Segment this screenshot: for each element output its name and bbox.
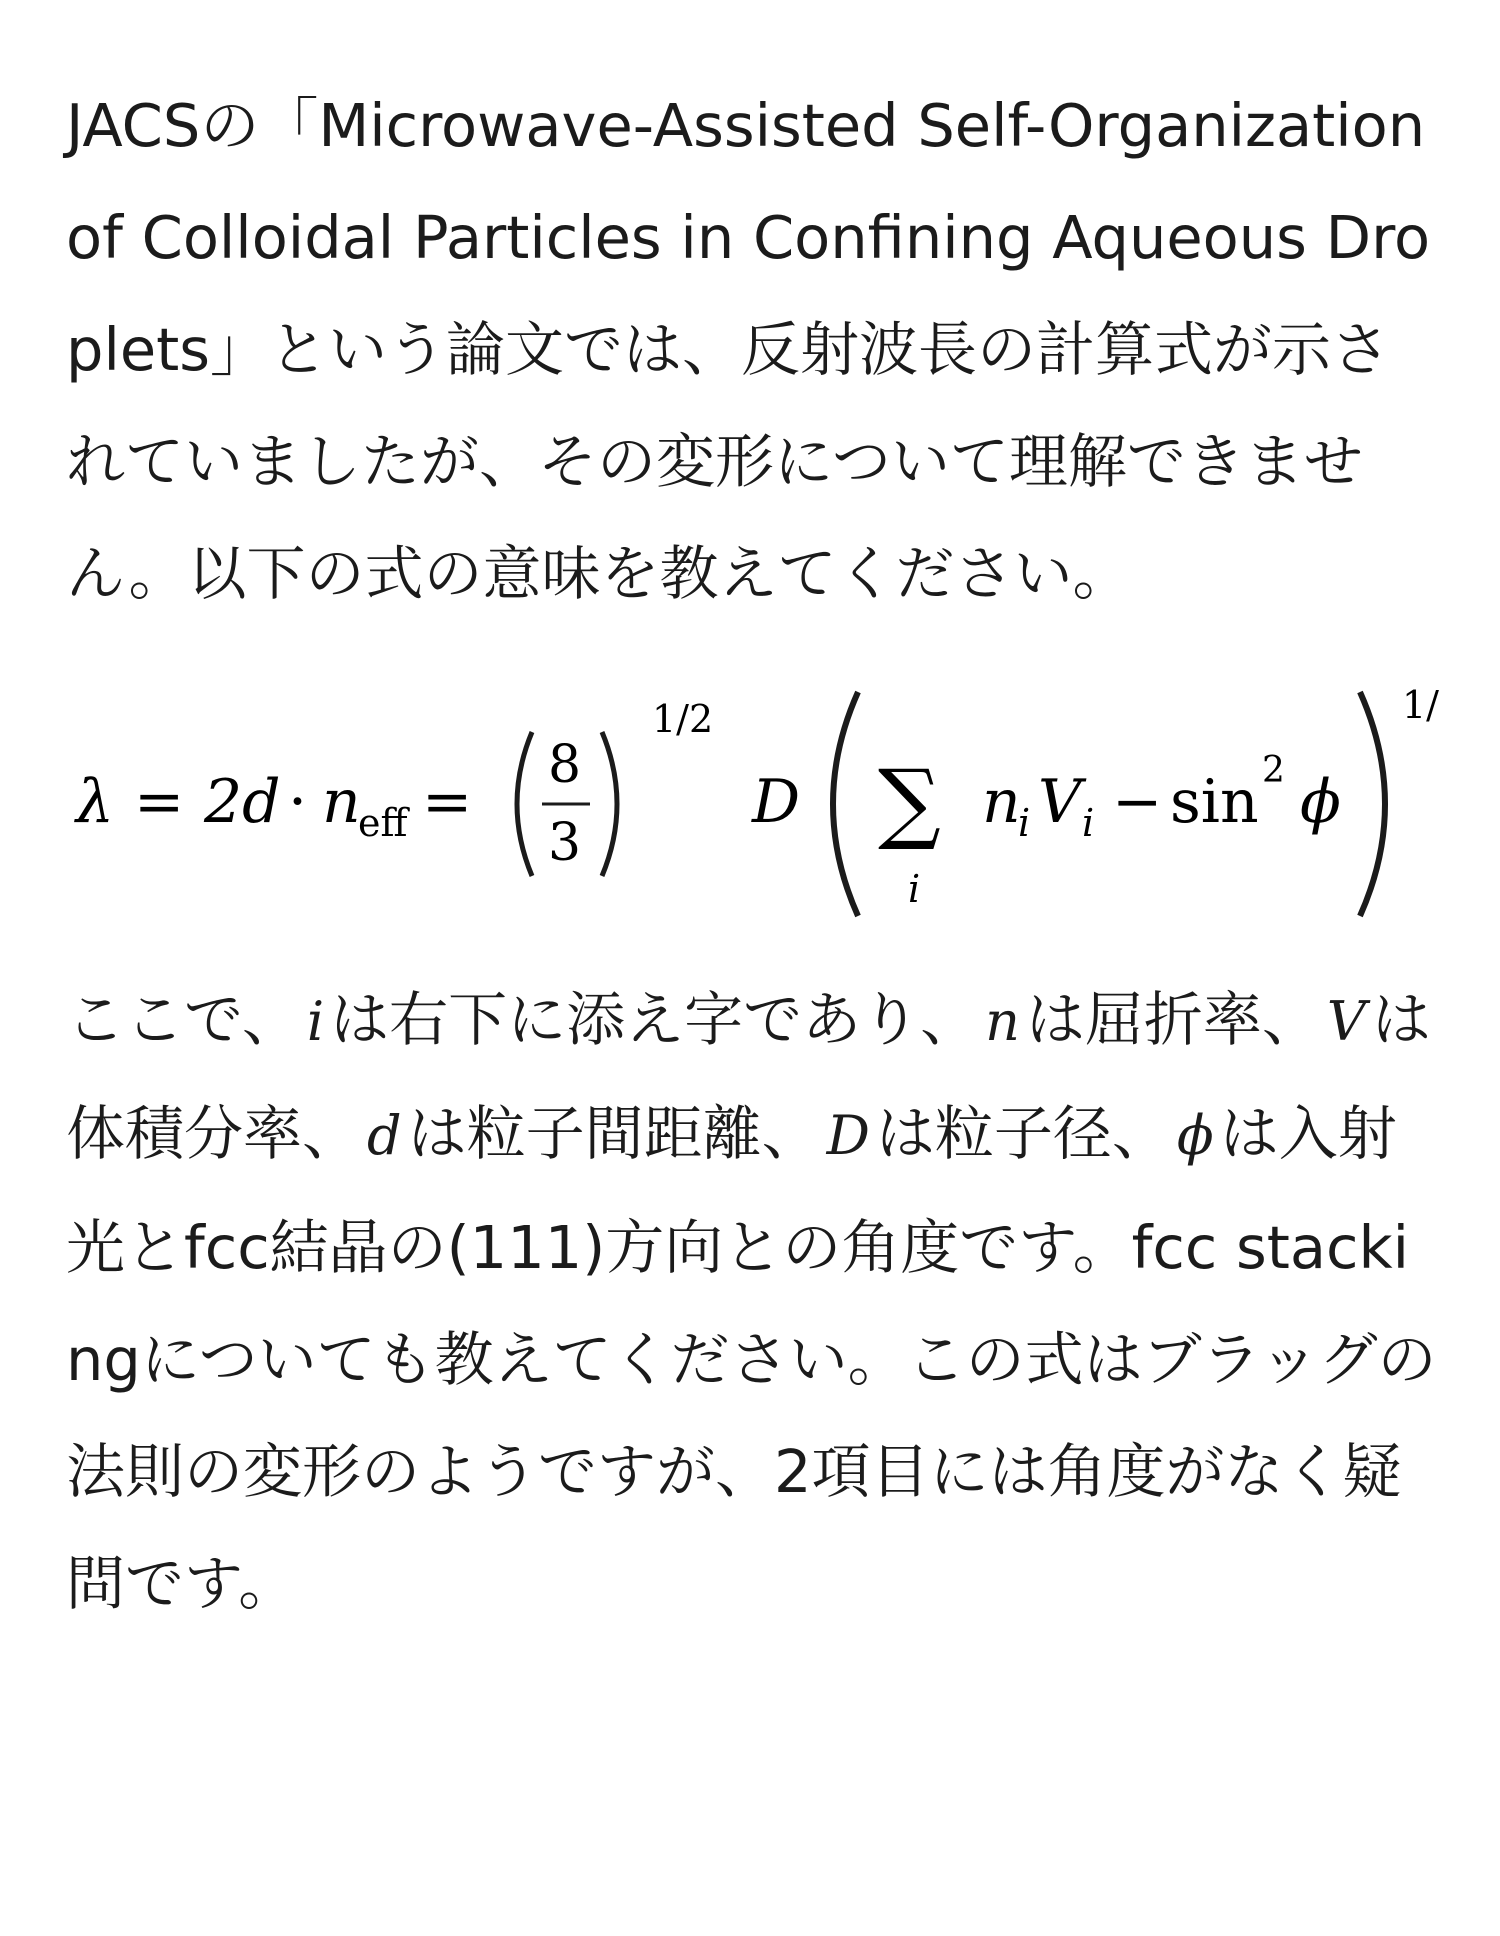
var-d: d bbox=[367, 1104, 402, 1167]
eq-right-paren-small bbox=[602, 732, 617, 876]
eq-sum-index: i bbox=[908, 867, 921, 911]
eq-equals-1: = bbox=[134, 767, 185, 837]
var-phi: ϕ bbox=[1176, 1104, 1214, 1167]
eq-sum-symbol: ∑ bbox=[878, 750, 941, 853]
document-page bbox=[66, 70, 1446, 1640]
eq-exponent-clipped: 1/ bbox=[1402, 683, 1439, 727]
eq-V-i-subscript: i bbox=[1082, 801, 1095, 845]
eq-equals-2: = bbox=[422, 767, 473, 837]
eq-V-i: V bbox=[1038, 767, 1082, 837]
eq-sin: sin bbox=[1170, 767, 1259, 837]
eq-phi: ϕ bbox=[1300, 767, 1341, 837]
explanation-text-2: は右下に添え字であり、 bbox=[330, 985, 980, 1054]
explanation-paragraph bbox=[66, 964, 1446, 1640]
var-i: i bbox=[306, 990, 325, 1053]
eq-n-i-subscript: i bbox=[1018, 801, 1031, 845]
eq-left-paren-small bbox=[517, 732, 532, 876]
explanation-text-7: は入射光とfcc結晶の(111)方向との角度です。fcc stackingについても教えてください。この式はブラッグの法則の変形のようですが、2項目には角度がなく疑問です。 bbox=[66, 1099, 1437, 1618]
eq-lambda: λ bbox=[76, 767, 115, 837]
eq-two-d: 2d bbox=[204, 767, 281, 837]
eq-n: n bbox=[322, 767, 361, 837]
eq-n-i: n bbox=[982, 767, 1021, 837]
var-n: n bbox=[985, 990, 1020, 1053]
var-V: V bbox=[1326, 990, 1366, 1053]
reflection-wavelength-equation bbox=[66, 654, 1446, 944]
explanation-text-6: は粒子径、 bbox=[875, 1099, 1171, 1168]
eq-sin-power: 2 bbox=[1262, 750, 1285, 791]
eq-dot: · bbox=[288, 767, 308, 837]
equation-svg bbox=[66, 654, 1486, 944]
eq-left-paren-large bbox=[833, 692, 858, 916]
eq-right-paren-large bbox=[1360, 692, 1385, 916]
var-D: D bbox=[826, 1104, 870, 1167]
eq-exponent-half: 1/2 bbox=[652, 697, 714, 741]
explanation-text-4: は体積分率、 bbox=[66, 985, 1431, 1168]
eq-eff-subscript: eff bbox=[358, 801, 408, 845]
explanation-text-1: ここで、 bbox=[66, 985, 301, 1054]
eq-D: D bbox=[752, 767, 801, 837]
explanation-text-5: は粒子間距離、 bbox=[407, 1099, 821, 1168]
eq-minus: − bbox=[1112, 767, 1163, 837]
intro-paragraph: JACSの「Microwave-Assisted Self-Organization of Colloidal Particles in Confining Aqueous Droplets」という論文では、反射波長の計算式が示されていましたが、その変形について理解できません。以下の式の意味を教えてください。 bbox=[66, 91, 1431, 608]
explanation-text-3: は屈折率、 bbox=[1025, 985, 1321, 1054]
eq-frac-numerator: 8 bbox=[548, 735, 582, 795]
eq-frac-denominator: 3 bbox=[548, 813, 582, 873]
